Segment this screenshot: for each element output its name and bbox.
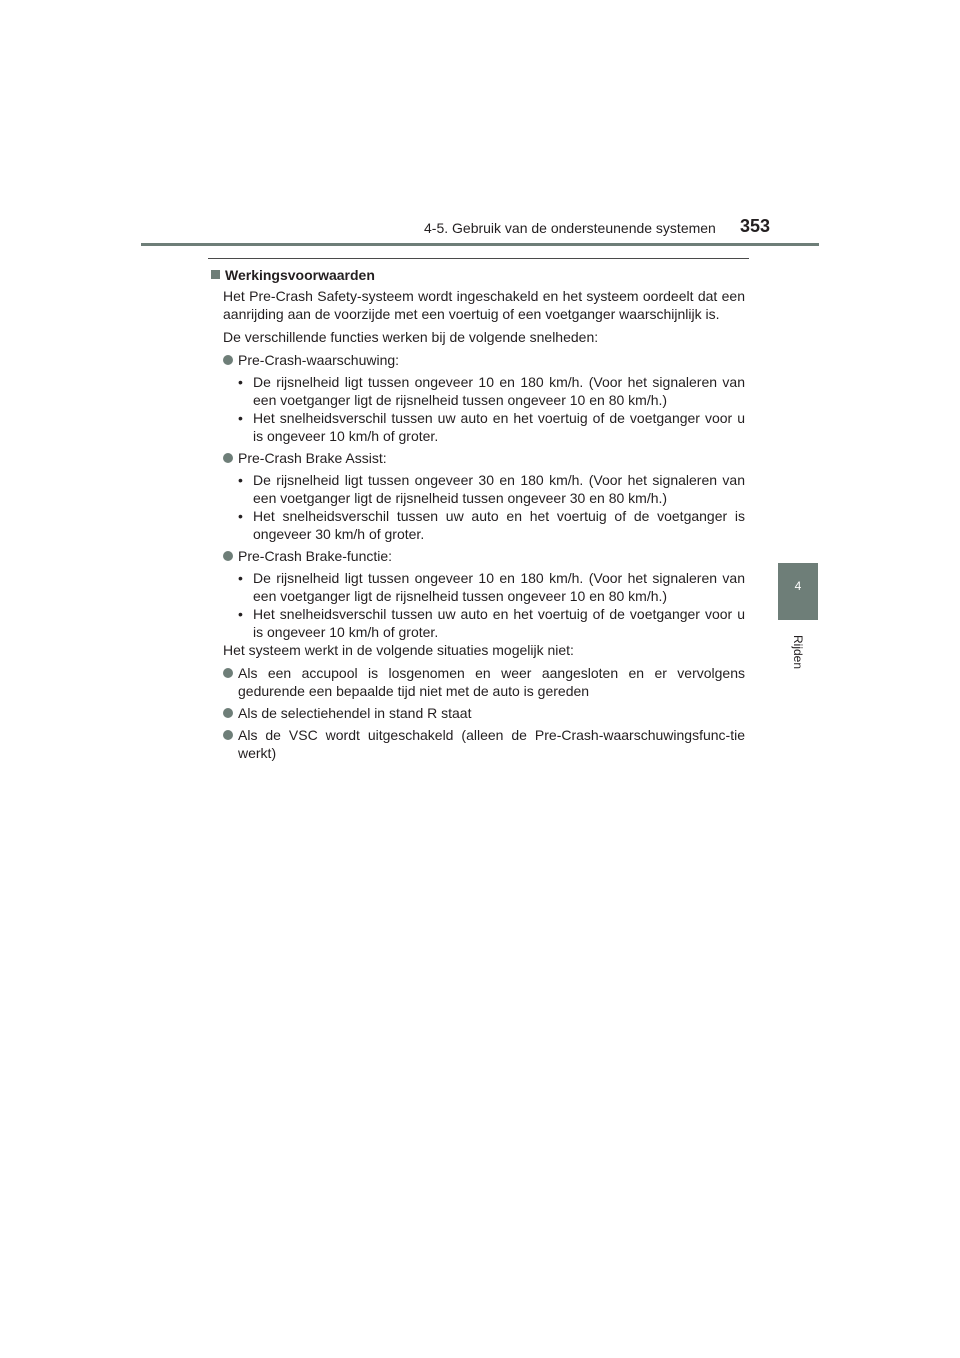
function-title: Pre-Crash-waarschuwing:: [238, 352, 400, 368]
condition-text: Het snelheidsverschil tussen uw auto en het voertuig of de voetganger voor u is ongeveer 10 km/h of groter.: [253, 410, 745, 444]
condition-item: [238, 507, 745, 543]
dot-icon: •: [238, 606, 243, 622]
page-number: 353: [740, 216, 771, 236]
speeds-intro: De verschillende functies werken bij de volgende snelheden:: [223, 329, 599, 345]
situation-item: [223, 726, 745, 762]
function-group: [210, 547, 745, 641]
function-item: [223, 351, 745, 369]
condition-text: De rijsnelheid ligt tussen ongeveer 10 en 180 km/h. (Voor het signaleren van een voetganger ligt de rijsnelheid tussen ongeveer 10 en 80 km/h.): [253, 570, 745, 604]
condition-text: Het snelheidsverschil tussen uw auto en het voertuig of de voetganger voor u is ongeveer 10 km/h of groter.: [253, 606, 745, 640]
function-group: [210, 449, 745, 543]
dot-icon: •: [238, 410, 243, 426]
dot-icon: •: [238, 374, 243, 390]
circle-bullet-icon: [223, 708, 233, 718]
chapter-tab: [778, 563, 818, 620]
circle-bullet-icon: [223, 355, 233, 365]
dot-icon: •: [238, 472, 243, 488]
running-header-section: 4-5. Gebruik van de ondersteunende systemen: [424, 220, 716, 236]
circle-bullet-icon: [223, 668, 233, 678]
circle-bullet-icon: [223, 730, 233, 740]
function-group: [210, 351, 745, 445]
section-heading-text: Werkingsvoorwaarden: [225, 267, 375, 283]
intro-paragraph: Het Pre-Crash Safety-systeem wordt ingeschakeld en het systeem oordeelt dat een aanrijding aan de voorzijde met een voertuig of een voetganger waarschijnlijk is.: [223, 288, 745, 322]
chapter-label: Rijden: [791, 634, 805, 670]
not-working-intro: Het systeem werkt in de volgende situaties mogelijk niet:: [223, 642, 574, 658]
condition-text: De rijsnelheid ligt tussen ongeveer 10 en 180 km/h. (Voor het signaleren van een voetganger ligt de rijsnelheid tussen ongeveer 10 en 80 km/h.): [253, 374, 745, 408]
situation-item: [223, 704, 745, 722]
situation-text: Als de selectiehendel in stand R staat: [238, 705, 472, 721]
condition-text: Het snelheidsverschil tussen uw auto en het voertuig of de voetganger is ongeveer 30 km/h of groter.: [253, 508, 745, 542]
situation-text: Als een accupool is losgenomen en weer aangesloten en er vervolgens gedurende een bepaalde tijd niet met de auto is gereden: [238, 665, 745, 699]
dot-icon: •: [238, 508, 243, 524]
chapter-number: 4: [794, 579, 802, 593]
condition-item: [238, 605, 745, 641]
condition-item: [238, 569, 745, 605]
situation-item: [223, 664, 745, 700]
function-item: [223, 547, 745, 565]
header-divider: [141, 243, 819, 246]
circle-bullet-icon: [223, 551, 233, 561]
function-item: [223, 449, 745, 467]
condition-item: [238, 373, 745, 409]
condition-item: [238, 471, 745, 507]
dot-icon: •: [238, 570, 243, 586]
situation-text: Als de VSC wordt uitgeschakeld (alleen de Pre-Crash-waarschuwingsfunc-tie werkt): [238, 727, 745, 761]
section-heading: [210, 266, 745, 284]
square-bullet-icon: [211, 270, 220, 279]
function-title: Pre-Crash Brake-functie:: [238, 548, 393, 564]
condition-text: De rijsnelheid ligt tussen ongeveer 30 en 180 km/h. (Voor het signaleren van een voetganger ligt de rijsnelheid tussen ongeveer 30 en 80 km/h.): [253, 472, 745, 506]
content-divider: [208, 258, 749, 259]
circle-bullet-icon: [223, 453, 233, 463]
condition-item: [238, 409, 745, 445]
main-content: [210, 266, 745, 766]
function-title: Pre-Crash Brake Assist:: [238, 450, 387, 466]
